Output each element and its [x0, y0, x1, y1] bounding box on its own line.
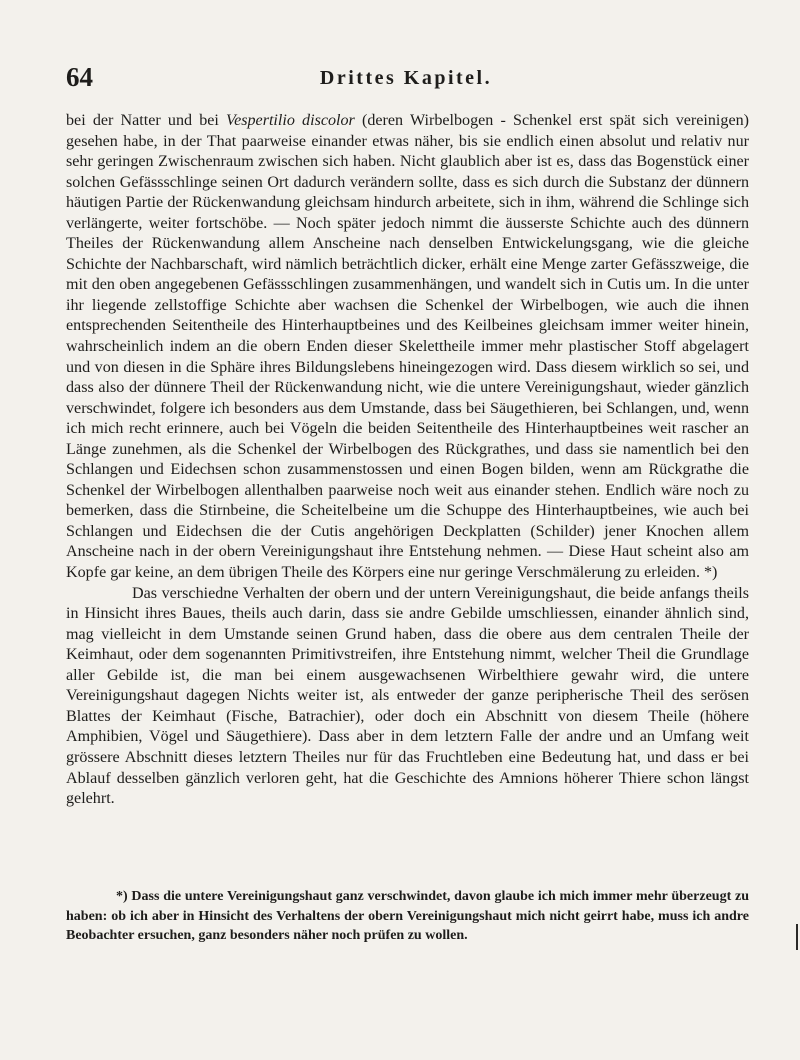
body-text: [66, 111, 749, 810]
running-head: Drittes Kapitel.: [319, 67, 493, 89]
paragraph-1: [66, 111, 749, 584]
paragraph-2: Das verschiedne Verhalten der obern und der untern Vereinigungshaut, die beide anfangs theils in Hinsicht ihres Baues, theils auch darin, dass sie andre Gebilde umschliessen, einander ähnlich sind, mag vielleicht in dem Umstande seinen Grund haben, dass die obere aus dem centralen Theile der Keimhaut, oder dem sogenannten Primitivstreifen, ihre Entstehung nimmt, welcher Theil die Grundlage aller Gebilde ist, die man bei einem ausgewachsenen Wirbelthiere gewahr wird, die untere Vereinigungshaut dagegen Nichts weiter ist, als entweder der ganze peripherische Theil des serösen Blattes der Keimhaut (Fische, Batrachier), oder doch ein Abschnitt von diesem Theile (höhere Amphibien, Vögel und Säugethiere). Dass aber in dem letztern Falle der andre und an Umfang weit grössere Abschnitt dieses letztern Theiles nur für das Fruchtleben eine Bedeutung hat, und dass er bei Ablauf desselben gänzlich verloren geht, hat die Geschichte des Amnions höherer Thiere schon längst gelehrt.: [66, 584, 749, 808]
footnote-text: Dass die untere Vereinigungshaut ganz verschwindet, davon glaube ich mich immer mehr überzeugt zu haben: ob ich aber in Hinsicht des Verhaltens der obern Vereinigungshaut mich nicht geirrt habe, muss ich andre Beobachter ersuchen, ganz besonders näher noch prüfen zu wollen.: [66, 889, 749, 943]
page-header: [66, 62, 746, 96]
footnote-marker: *): [116, 889, 128, 904]
paragraph-1-lead: bei der Natter und bei: [66, 112, 227, 129]
footnote: [66, 887, 749, 946]
page-edge-mark: [796, 924, 798, 950]
page-number: 64: [66, 62, 93, 92]
paragraph-1-rest: (deren Wirbelbogen - Schenkel erst spät sich vereinigen) gesehen habe, in der That paarweise einander etwas näher, bis sie endlich einen absolut und relativ nur sehr geringen Zwischenraum zwischen sich haben. Nicht glaublich aber ist es, dass das Bogenstück einer solchen Gefässschlinge seinen Ort dadurch verändern sollte, dass es sich durch die Substanz der dünnern häutigen Partie der Rückenwandung gleichsam hindurch arbeitete, sich in ihm, während die Schlinge sich verlängerte, weiter fortschöbe. — Noch später jedoch nimmt die äusserste Schichte auch des dünnern Theiles der Rückenwandung allem Anscheine nach denselben Entwickelungsgang, wie die gleiche Schichte der Nachbarschaft, wird nämlich beträchtlich dicker, erhält eine Menge zarter Gefässzweige, die mit den oben angegebenen Gefässschlingen zusammenhängen, und wandelt sich in Cutis um. In die unter ihr liegende zellstoffige Schichte aber wachsen die Schenkel der Wirbelbogen, wie auch die ihnen entsprechenden Seitentheile des Hinterhauptbeines und des Keilbeines gleichsam immer weiter hinein, wahrscheinlich indem an die obern Enden dieser Skelettheile immer mehr plastischer Stoff abgelagert und von diesen in die Sphäre ihres Bildungslebens hineingezogen wird. Dass diesem wirklich so sei, und dass also der dünnere Theil der Rückenwandung nicht, wie die untere Vereinigungshaut, wieder gänzlich verschwindet, folgere ich besonders aus dem Umstande, dass bei Säugethieren, bei Schlangen, und, wenn ich mich recht erinnere, auch bei Vögeln die beiden Seitentheile des Hinterhauptbeines weit rascher an Länge zunehmen, als die Schenkel der Wirbelbogen des Rückgrathes, und dass sie namentlich bei den Schlangen und Eidechsen schon zusammenstossen und einen Bogen bilden, wenn am Rückgrathe die Schenkel der Wirbelbogen allenthalben paarweise noch weit aus einander stehen. Endlich wäre noch zu bemerken, dass die Stirnbeine, die Scheitelbeine um die Schuppe des Hinterhauptbeines, wie auch bei Schlangen und Eidechsen die der Cutis angehörigen Deckplatten (Schilder) jener Knochen allem Anscheine nach in der obern Vereinigungshaut ihre Entstehung nehmen. — Diese Haut scheint also am Kopfe gar keine, an dem übrigen Theile des Körpers eine nur geringe Verschmälerung zu erleiden. *): [66, 112, 749, 582]
species-name: Vespertilio discolor: [226, 112, 355, 129]
